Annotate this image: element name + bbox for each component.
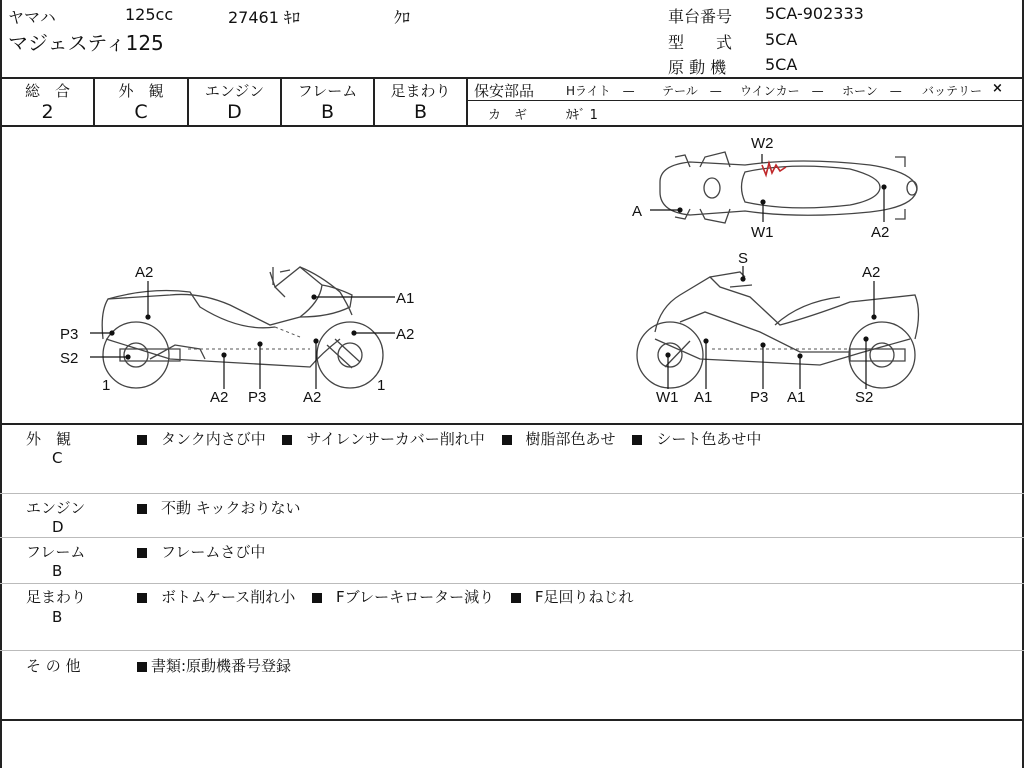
bullet-icon — [312, 593, 322, 603]
type-value: 5CA — [765, 30, 798, 49]
safety-battery: バッテリー — [922, 84, 983, 98]
bullet-icon — [137, 504, 147, 514]
model-name: マジェスティ125 — [8, 31, 164, 55]
label-left-a2-bottom2: A2 — [303, 389, 322, 406]
label-right-w1: W1 — [656, 389, 679, 406]
note-item: F足回りねじれ — [534, 588, 634, 606]
grade-total-label: 総 合 — [24, 82, 70, 100]
note-item: シート色あせ中 — [656, 430, 762, 448]
label-left-p3-bottom: P3 — [248, 389, 267, 406]
bullet-icon — [282, 435, 292, 445]
safety-headlight: Hライト — — [566, 84, 635, 98]
key-label: カ ギ — [488, 108, 528, 123]
mileage: 27461 ｷﾛ — [228, 8, 300, 27]
bullet-icon — [137, 435, 147, 445]
note-item: タンク内さび中 — [161, 430, 266, 448]
suspension-title: 足まわり — [26, 588, 87, 606]
grade-frame-value: B — [320, 101, 335, 123]
note-item: 書類:原動機番号登録 — [151, 657, 292, 675]
frame-notes — [137, 541, 277, 562]
label-top-a: A — [632, 203, 643, 220]
type-label: 型 式 — [668, 33, 733, 52]
bullet-icon — [502, 435, 512, 445]
bullet-icon — [137, 662, 147, 672]
label-right-s2: S2 — [855, 389, 874, 406]
frame-title: フレーム — [26, 543, 86, 561]
scooter-left-dotted — [188, 327, 310, 349]
scooter-top-view — [660, 152, 917, 223]
exterior-title: 外 観 — [26, 430, 72, 448]
frame-no: 5CA-902333 — [765, 4, 864, 23]
label-left-a2-right: A2 — [396, 326, 415, 343]
other-title: そ の 他 — [26, 657, 81, 675]
note-item: 樹脂部色あせ — [525, 430, 616, 448]
safety-taillight: テール — — [662, 84, 722, 98]
engine-grade: D — [52, 518, 64, 536]
label-right-a1-bottom: A1 — [787, 389, 806, 406]
key-value: ｶｷﾞ 1 — [566, 108, 598, 123]
engine-model-label: 原 動 機 — [668, 58, 727, 77]
label-left-a2-top: A2 — [135, 264, 154, 281]
frame-no-label: 車台番号 — [668, 7, 733, 26]
label-left-wheel-count: 1 — [102, 377, 111, 394]
grade-total-value: 2 — [41, 101, 54, 123]
engine-model-value: 5CA — [765, 55, 798, 74]
note-item: フレームさび中 — [161, 543, 266, 561]
suspension-grade: B — [52, 608, 63, 626]
grade-suspension-label: 足まわり — [390, 82, 451, 100]
note-item: 不動 キックおりない — [161, 499, 301, 517]
engine-title: エンジン — [26, 499, 86, 517]
suspension-notes — [137, 586, 646, 607]
scooter-right-side — [637, 272, 919, 388]
bullet-icon — [511, 593, 521, 603]
battery-missing-mark: × — [992, 81, 1003, 96]
bullet-icon — [137, 548, 147, 558]
label-top-a2: A2 — [871, 224, 890, 241]
other-notes — [137, 655, 303, 676]
engine-notes — [137, 497, 312, 518]
grade-exterior-label: 外 観 — [118, 82, 164, 100]
label-top-w2: W2 — [751, 135, 774, 152]
grade-engine-value: D — [227, 101, 242, 123]
label-left-a2-bottom1: A2 — [210, 389, 229, 406]
label-right-a1: A1 — [694, 389, 713, 406]
scooter-left-side — [102, 267, 383, 388]
grade-engine-label: エンジン — [204, 82, 265, 100]
note-item: ボトムケース削れ小 — [161, 588, 296, 606]
bullet-icon — [632, 435, 642, 445]
label-right-wheel-count: 1 — [377, 377, 386, 394]
safety-horn: ホーン — — [842, 84, 902, 98]
label-right-p3: P3 — [750, 389, 769, 406]
label-left-p3: P3 — [60, 326, 79, 343]
grade-frame-label: フレーム — [297, 82, 358, 100]
damage-diagram — [0, 127, 1024, 423]
label-right-a2: A2 — [862, 264, 881, 281]
frame-grade: B — [52, 562, 63, 580]
displacement: 125cc — [125, 5, 174, 24]
note-item: Fブレーキローター減り — [336, 588, 495, 606]
callout-lines — [90, 154, 886, 389]
color: ｸﾛ — [394, 8, 411, 27]
safety-winker: ウインカー — — [740, 84, 824, 98]
exterior-grade: C — [52, 449, 63, 467]
grade-suspension-value: B — [413, 101, 428, 123]
note-item: サイレンサーカバー削れ中 — [306, 430, 485, 448]
exterior-notes — [137, 428, 773, 449]
safety-label: 保安部品 — [474, 82, 535, 100]
grade-exterior-value: C — [134, 101, 148, 123]
label-left-s2: S2 — [60, 350, 79, 367]
label-right-s: S — [738, 250, 749, 267]
bullet-icon — [137, 593, 147, 603]
label-left-a1: A1 — [396, 290, 415, 307]
maker-name: ヤマハ — [8, 8, 56, 27]
label-top-w1: W1 — [751, 224, 774, 241]
